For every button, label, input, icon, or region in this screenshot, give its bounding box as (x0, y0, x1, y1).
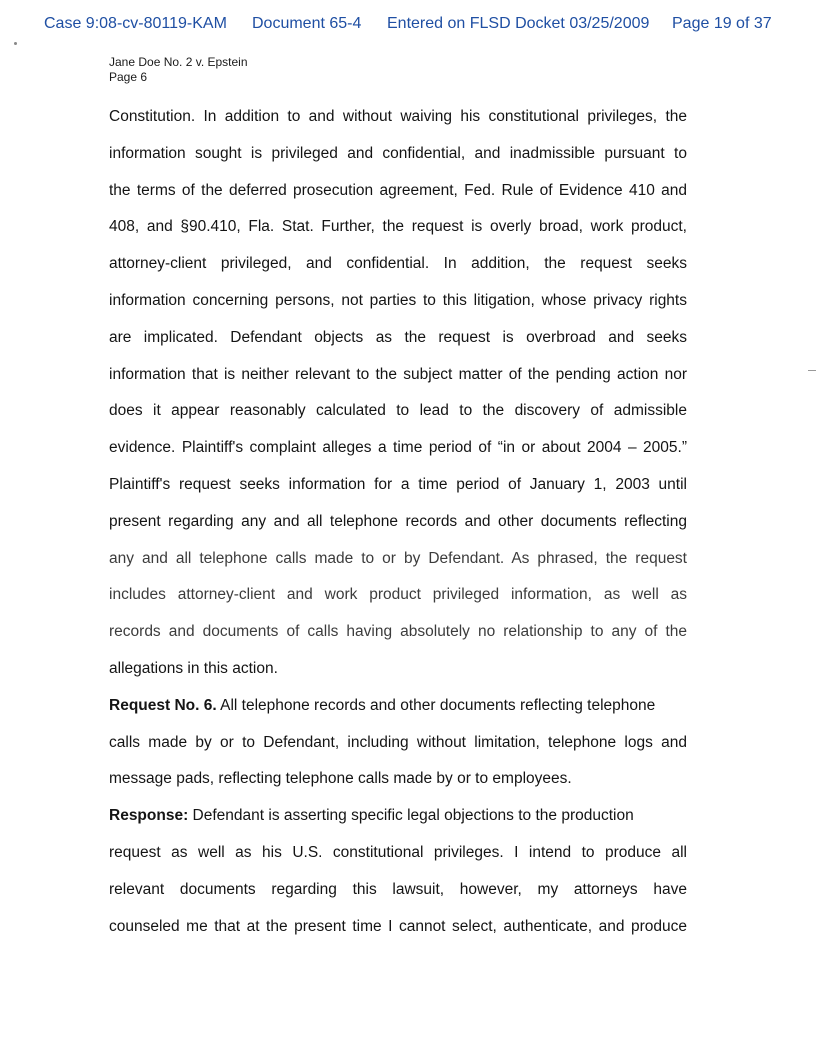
document-number: Document 65-4 (252, 15, 362, 32)
page-counter: Page 19 of 37 (672, 15, 772, 32)
response-label: Response: (109, 807, 189, 825)
body-line: allegations in this action. (109, 659, 278, 677)
document-body (109, 99, 687, 945)
body-line: 408, and §90.410, Fla. Stat. Further, the request is overly broad, work product, (109, 218, 687, 236)
body-line: any and all telephone calls made to or by Defendant. As phrased, the request (109, 549, 687, 567)
body-line: Plaintiff's request seeks information for a time period of January 1, 2003 until (109, 475, 687, 493)
body-line: attorney-client privileged, and confidential. In addition, the request seeks (109, 255, 687, 273)
request-6-line-3: message pads, reflecting telephone calls made by or to employees. (109, 770, 572, 788)
body-line: present regarding any and all telephone records and other documents reflecting (109, 512, 687, 530)
body-line: information concerning persons, not parties to this litigation, whose privacy rights (109, 291, 687, 309)
caption-page: Page 6 (109, 70, 148, 84)
scan-speck (14, 42, 17, 45)
docket-header (44, 15, 784, 39)
request-6-text: All telephone records and other documents reflecting telephone (216, 696, 656, 714)
request-6-line-2: calls made by or to Defendant, including without limitation, telephone logs and (109, 733, 687, 751)
response-line-4: counseled me that at the present time I cannot select, authenticate, and produce (109, 917, 687, 935)
scan-mark (808, 370, 816, 371)
body-line: evidence. Plaintiff's complaint alleges a time period of “in or about 2004 – 2005.” (109, 439, 687, 457)
body-line: information that is neither relevant to the subject matter of the pending action nor (109, 365, 687, 383)
request-6-line-1 (109, 688, 687, 725)
response-line-3: relevant documents regarding this lawsuit, however, my attorneys have (109, 880, 687, 898)
docket-entry-date: Entered on FLSD Docket 03/25/2009 (387, 15, 650, 32)
body-line: includes attorney-client and work product privileged information, as well as (109, 586, 687, 604)
response-line-2: request as well as his U.S. constitutional privileges. I intend to produce all (109, 843, 687, 861)
body-line: information sought is privileged and confidential, and inadmissible pursuant to (109, 144, 687, 162)
request-6-label: Request No. 6. (109, 696, 217, 714)
body-line: Constitution. In addition to and without waiving his constitutional privileges, the (109, 108, 687, 125)
response-line-1 (109, 798, 687, 835)
case-number: Case 9:08-cv-80119-KAM (44, 15, 227, 32)
body-line: records and documents of calls having absolutely no relationship to any of the (109, 623, 687, 641)
case-caption (109, 55, 248, 85)
body-line: are implicated. Defendant objects as the request is overbroad and seeks (109, 328, 687, 346)
body-line: does it appear reasonably calculated to lead to the discovery of admissible (109, 402, 687, 420)
caption-title: Jane Doe No. 2 v. Epstein (109, 55, 248, 69)
response-text: Defendant is asserting specific legal objections to the production (188, 807, 634, 825)
body-line: the terms of the deferred prosecution agreement, Fed. Rule of Evidence 410 and (109, 181, 687, 199)
